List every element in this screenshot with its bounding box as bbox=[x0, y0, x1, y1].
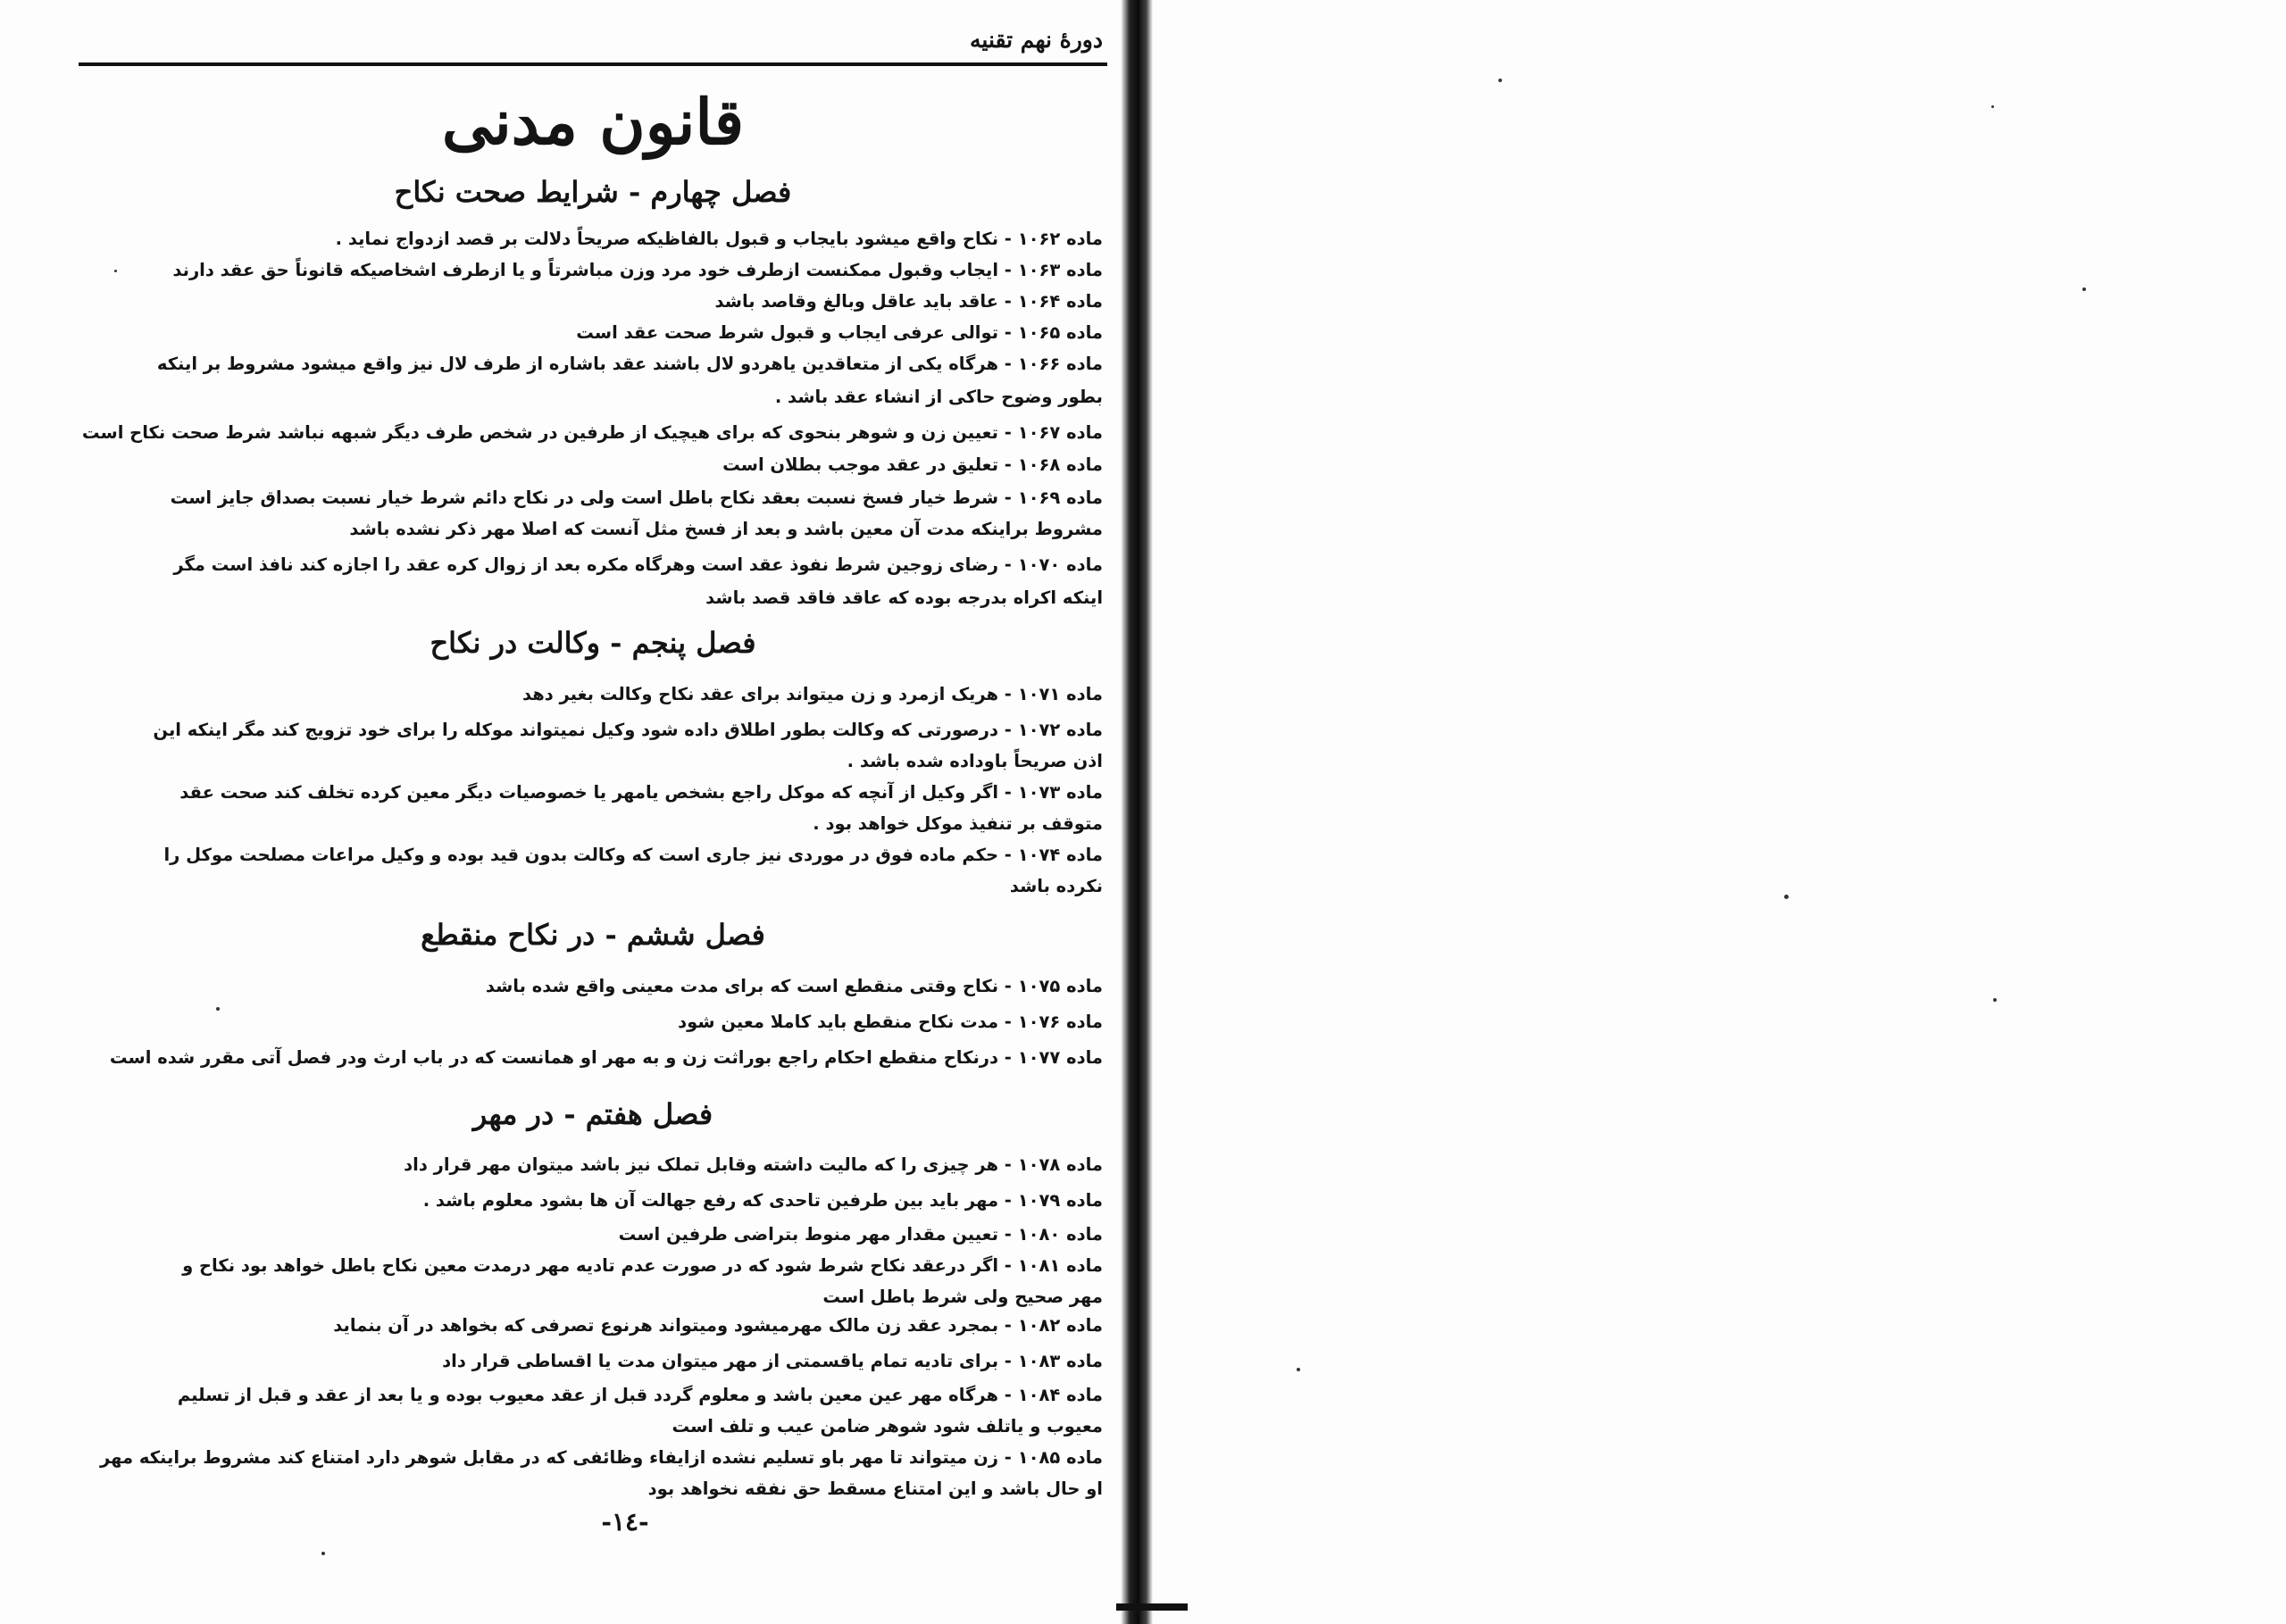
chapter-heading: فصل چهارم - شرایط صحت نکاح bbox=[394, 175, 792, 209]
article-line: ماده ۱۰۶۸ - تعلیق در عقد موجب بطلان است bbox=[722, 454, 1103, 475]
scan-speck bbox=[114, 270, 117, 272]
article-line: ماده ۱۰۶۲ - نکاح واقع میشود بایجاب و قبول بالفاظیکه صریحاً دلالت بر قصد ازدواج نماید . bbox=[335, 229, 1103, 249]
article-line: مهر صحیح ولی شرط باطل است bbox=[822, 1287, 1103, 1307]
scan-speck bbox=[1498, 79, 1502, 82]
article-line: ماده ۱۰۸۱ - اگر درعقد نکاح شرط شود که در صورت عدم تادیه مهر درمدت معین نکاح باطل خواهد بود نکاح و bbox=[182, 1255, 1103, 1276]
scan-speck bbox=[216, 1007, 220, 1011]
article-line: او حال باشد و این امتناع مسقط حق نفقه نخواهد بود bbox=[647, 1478, 1103, 1499]
scan-speck bbox=[1993, 998, 1997, 1002]
article-line: ماده ۱۰۷۷ - درنکاح منقطع احکام راجع بوراثت زن و به مهر او همانست که در باب ارث ودر فصل آتی مقرر شده است bbox=[109, 1047, 1103, 1068]
article-line: ماده ۱۰۶۴ - عاقد باید عاقل وبالغ وقاصد باشد bbox=[714, 291, 1103, 312]
article-line: ماده ۱۰۷۰ - رضای زوجین شرط نفوذ عقد است وهرگاه مکره بعد از زوال کره عقد را اجازه کند نافذ است مگر bbox=[173, 554, 1103, 575]
scan-speck bbox=[2082, 287, 2086, 291]
book-gutter bbox=[1121, 0, 1153, 1624]
article-line: ماده ۱۰۶۷ - تعیین زن و شوهر بنحوی که برای هیچیک از طرفین در شخص طرف دیگر شبهه نباشد شرط صحت نکاح است bbox=[81, 422, 1103, 443]
scan-speck bbox=[1991, 105, 1994, 108]
article-line: اذن صریحاً باوداده شده باشد . bbox=[847, 751, 1103, 771]
article-line: ماده ۱۰۷۳ - اگر وکیل از آنچه که موکل راجع بشخص یامهر یا خصوصیات دیگر معین کرده تخلف کند صحت عقد bbox=[179, 782, 1103, 803]
article-line: ماده ۱۰۶۵ - توالی عرفی ایجاب و قبول شرط صحت عقد است bbox=[576, 322, 1103, 343]
article-line: ماده ۱۰۷۱ - هریک ازمرد و زن میتواند برای عقد نکاح وکالت بغیر دهد bbox=[521, 684, 1103, 704]
chapter-heading: فصل ششم - در نکاح منقطع bbox=[421, 918, 765, 952]
scan-speck bbox=[321, 1552, 325, 1555]
article-line: بطور وضوح حاکی از انشاء عقد باشد . bbox=[774, 387, 1103, 407]
article-line: ماده ۱۰۸۵ - زن میتواند تا مهر باو تسلیم نشده ازایفاء وظائفی که در مقابل شوهر دارد امتناع کند مشروط براینکه مهر bbox=[100, 1447, 1103, 1468]
article-line: ماده ۱۰۶۶ - هرگاه یکی از متعاقدین یاهردو لال باشند عقد باشاره از طرف لال نیز واقع میشود مشروط بر اینکه bbox=[156, 354, 1103, 374]
article-line: متوقف بر تنفیذ موکل خواهد بود . bbox=[813, 813, 1103, 834]
article-line: ماده ۱۰۶۳ - ایجاب وقبول ممکنست ازطرف خود مرد وزن مباشرتاً و یا ازطرف اشخاصیکه قانوناً حق عقد دارند bbox=[172, 260, 1103, 280]
article-line: ماده ۱۰۷۴ - حکم ماده فوق در موردی نیز جاری است که وکالت بدون قید بوده و وکیل مراعات مصلحت موکل را bbox=[163, 845, 1103, 865]
article-line: معیوب و یاتلف شود شوهر ضامن عیب و تلف است bbox=[672, 1416, 1103, 1437]
article-line: ماده ۱۰۸۳ - برای تادیه تمام یاقسمتی از مهر میتوان مدت یا اقساطی قرار داد bbox=[442, 1351, 1103, 1371]
running-header: دورهٔ نهم تقنیه bbox=[970, 27, 1103, 53]
article-line: ماده ۱۰۸۴ - هرگاه مهر عین معین باشد و معلوم گردد قبل از عقد معیوب بوده و یا بعد از عقد و قبل از تسلیم bbox=[177, 1385, 1103, 1405]
article-line: ماده ۱۰۷۶ - مدت نکاح منقطع باید کاملا معین شود bbox=[678, 1012, 1103, 1032]
scan-speck bbox=[1297, 1368, 1300, 1371]
article-line: مشروط براینکه مدت آن معین باشد و بعد از فسخ مثل آنست که اصلا مهر ذکر نشده باشد bbox=[349, 519, 1103, 539]
page-title: قانون مدنی bbox=[441, 85, 745, 159]
article-line: نکرده باشد bbox=[1009, 876, 1103, 896]
page-number: -١٤- bbox=[601, 1507, 649, 1537]
article-line: ماده ۱۰۸۰ - تعیین مقدار مهر منوط بتراضی طرفین است bbox=[618, 1224, 1103, 1245]
article-line: ماده ۱۰۷۸ - هر چیزی را که مالیت داشته وقابل تملک نیز باشد میتوان مهر قرار داد bbox=[404, 1154, 1103, 1175]
chapter-heading: فصل پنجم - وکالت در نکاح bbox=[430, 626, 756, 660]
article-line: ماده ۱۰۶۹ - شرط خیار فسخ نسبت بعقد نکاح باطل است ولی در نکاح دائم شرط خیار نسبت بصداق جایز است bbox=[170, 487, 1103, 508]
article-line: ماده ۱۰۷۲ - درصورتی که وکالت بطور اطلاق داده شود وکیل نمیتواند موکله را برای خود تزویج کند مگر اینکه این bbox=[153, 720, 1103, 740]
article-line: ماده ۱۰۷۹ - مهر باید بین طرفین تاحدی که رفع جهالت آن ها بشود معلوم باشد . bbox=[422, 1190, 1103, 1211]
gutter-mark bbox=[1116, 1603, 1188, 1611]
scan-speck bbox=[1784, 895, 1789, 899]
article-line: اینکه اکراه بدرجه بوده که عاقد فاقد قصد باشد bbox=[705, 587, 1103, 608]
chapter-heading: فصل هفتم - در مهر bbox=[472, 1097, 713, 1131]
article-line: ماده ۱۰۸۲ - بمجرد عقد زن مالک مهرمیشود ومیتواند هرنوع تصرفی که بخواهد در آن بنماید bbox=[333, 1315, 1103, 1336]
header-rule bbox=[79, 62, 1107, 66]
article-line: ماده ۱۰۷۵ - نکاح وقتی منقطع است که برای مدت معینی واقع شده باشد bbox=[485, 976, 1103, 996]
